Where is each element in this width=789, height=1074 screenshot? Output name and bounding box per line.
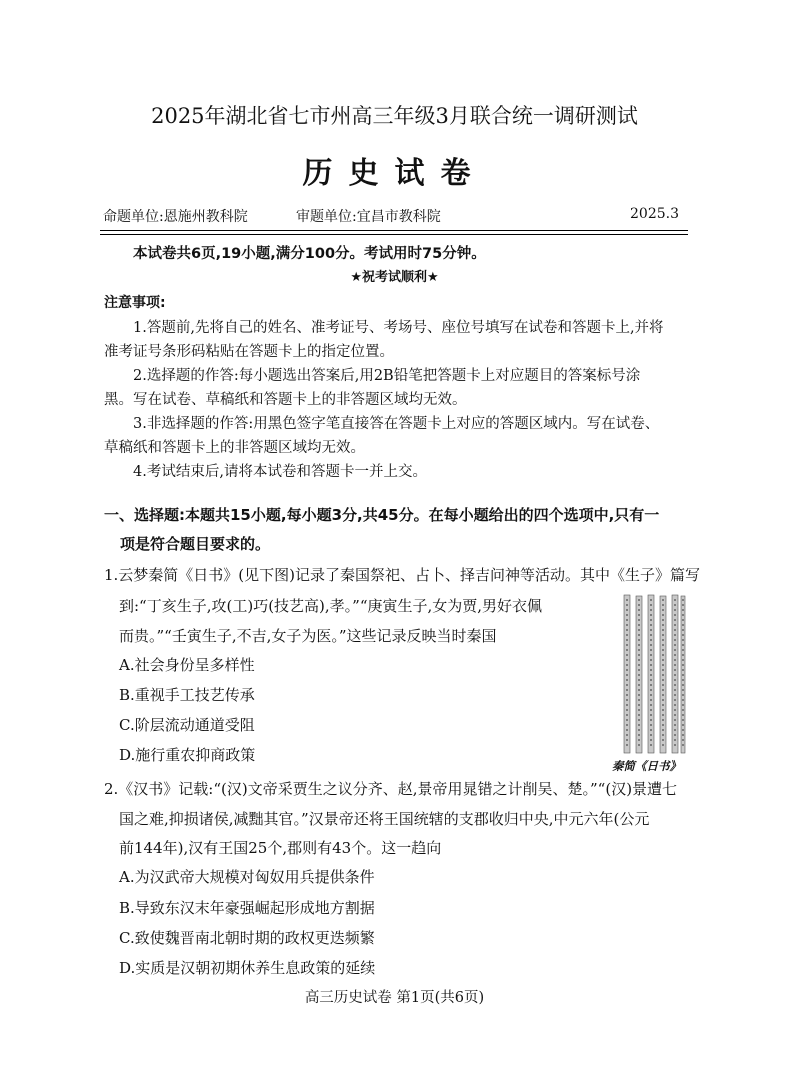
q1-stem: 到:“丁亥生子,攻(工)巧(技艺高),孝。”“庚寅生子,女为贾,男好衣佩	[119, 597, 543, 615]
exam-date: 2025.3	[630, 206, 679, 222]
q1-option-b: B.重视手工技艺传承	[119, 686, 255, 704]
exam-info: 本试卷共6页,19小题,满分100分。考试用时75分钟。	[133, 246, 486, 262]
q2-option-b: B.导致东汉末年豪强崛起形成地方割据	[119, 899, 375, 917]
section-heading-cont: 项是符合题目要求的。	[120, 535, 271, 553]
q1-option-d: D.施行重农抑商政策	[119, 746, 256, 764]
reviewer-unit: 审题单位:宜昌市教科院	[296, 209, 441, 225]
exam-title: 2025年湖北省七市州高三年级3月联合统一调研测试	[151, 104, 638, 128]
notice-line: 3.非选择题的作答:用黑色签字笔直接答在答题卡上对应的答题区域内。写在试卷、	[133, 416, 660, 432]
q1-option-c: C.阶层流动通道受阻	[119, 716, 255, 734]
bamboo-slips-image	[622, 593, 686, 755]
notice-line: 4.考试结束后,请将本试卷和答题卡一并上交。	[133, 464, 427, 480]
notice-line: 2.选择题的作答:每小题选出答案后,用2B铅笔把答题卡上对应题目的答案标号涂	[133, 368, 641, 384]
subject-title: 历史试卷	[302, 156, 487, 191]
q1-option-a: A.社会身份呈多样性	[119, 656, 255, 674]
good-luck-banner: ★祝考试顺利★	[350, 270, 439, 285]
q1-stem: 1.云梦秦简《日书》(见下图)记录了秦国祭祀、占卜、择吉问神等活动。其中《生子》篇写	[104, 566, 701, 584]
q2-stem: 2.《汉书》记载:“(汉)文帝采贾生之议分齐、赵,景帝用晁错之计削吴、楚。”“(汉)景遭七	[104, 780, 678, 798]
page-footer: 高三历史试卷 第1页(共6页)	[304, 990, 485, 1006]
header-rule	[100, 230, 688, 231]
q2-option-c: C.致使魏晋南北朝时期的政权更迭频繁	[119, 929, 375, 947]
q2-stem: 国之难,抑损诸侯,减黜其官。”汉景帝还将王国统辖的支郡收归中央,中元六年(公元	[119, 810, 650, 828]
notice-line: 准考证号条形码粘贴在答题卡上的指定位置。	[104, 344, 394, 360]
q1-stem: 而贵。”“壬寅生子,不吉,女子为医。”这些记录反映当时秦国	[119, 627, 497, 645]
notice-line: 黑。写在试卷、草稿纸和答题卡上的非答题区域均无效。	[104, 392, 467, 408]
setter-unit: 命题单位:恩施州教科院	[103, 209, 248, 225]
notice-line: 草稿纸和答题卡上的非答题区域均无效。	[104, 440, 365, 456]
notice-line: 1.答题前,先将自己的姓名、准考证号、考场号、座位号填写在试卷和答题卡上,并将	[133, 320, 664, 336]
q2-option-a: A.为汉武帝大规模对匈奴用兵提供条件	[119, 868, 375, 886]
section-heading: 一、选择题:本题共15小题,每小题3分,共45分。在每小题给出的四个选项中,只有一	[104, 506, 660, 524]
q2-option-d: D.实质是汉朝初期休养生息政策的延续	[119, 959, 376, 977]
q2-stem: 前144年),汉有王国25个,郡则有43个。这一趋向	[119, 839, 442, 857]
notice-heading: 注意事项:	[104, 295, 166, 311]
figure-caption: 秦简《日书》	[612, 759, 681, 773]
header-rule-thin	[100, 234, 688, 235]
